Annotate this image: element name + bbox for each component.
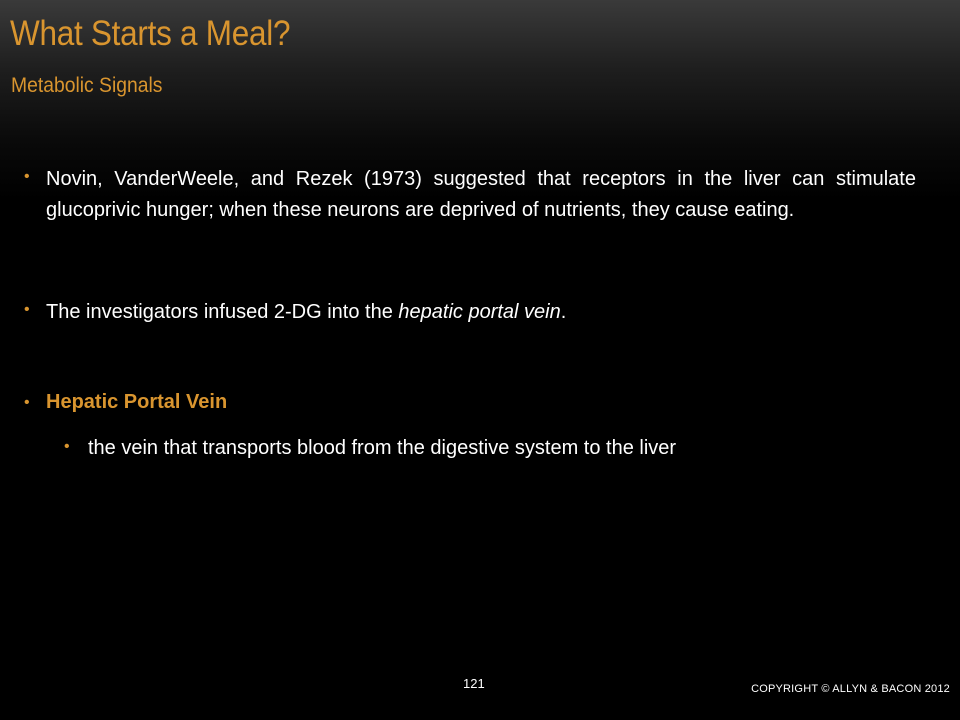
bullet-text-2-after: . xyxy=(560,301,567,323)
copyright-notice: COPYRIGHT © ALLYN & BACON 2012 xyxy=(751,683,950,695)
bullet-marker: • xyxy=(24,301,30,318)
bullet-heading-hepatic: Hepatic Portal Vein xyxy=(46,391,228,413)
sub-bullet-marker: • xyxy=(64,438,70,455)
page-number: 121 xyxy=(463,676,485,691)
bullet-marker: • xyxy=(24,394,30,411)
bullet-text-1: Novin, VanderWeele, and Rezek (1973) suggested that receptors in the liver can stimulate glucoprivic hunger; when these neurons are deprived of nutrients, they cause eating. xyxy=(46,168,916,221)
bullet-text-2 xyxy=(46,297,916,328)
bullet-text-2-before: The investigators infused 2-DG into the xyxy=(46,301,399,323)
slide-subtitle: Metabolic Signals xyxy=(11,74,163,97)
slide-title: What Starts a Meal? xyxy=(10,14,291,53)
bullet-text-2-italic: hepatic portal vein xyxy=(398,301,561,323)
sub-bullet-text-1: the vein that transports blood from the digestive system to the liver xyxy=(88,437,677,459)
bullet-marker: • xyxy=(24,168,30,185)
